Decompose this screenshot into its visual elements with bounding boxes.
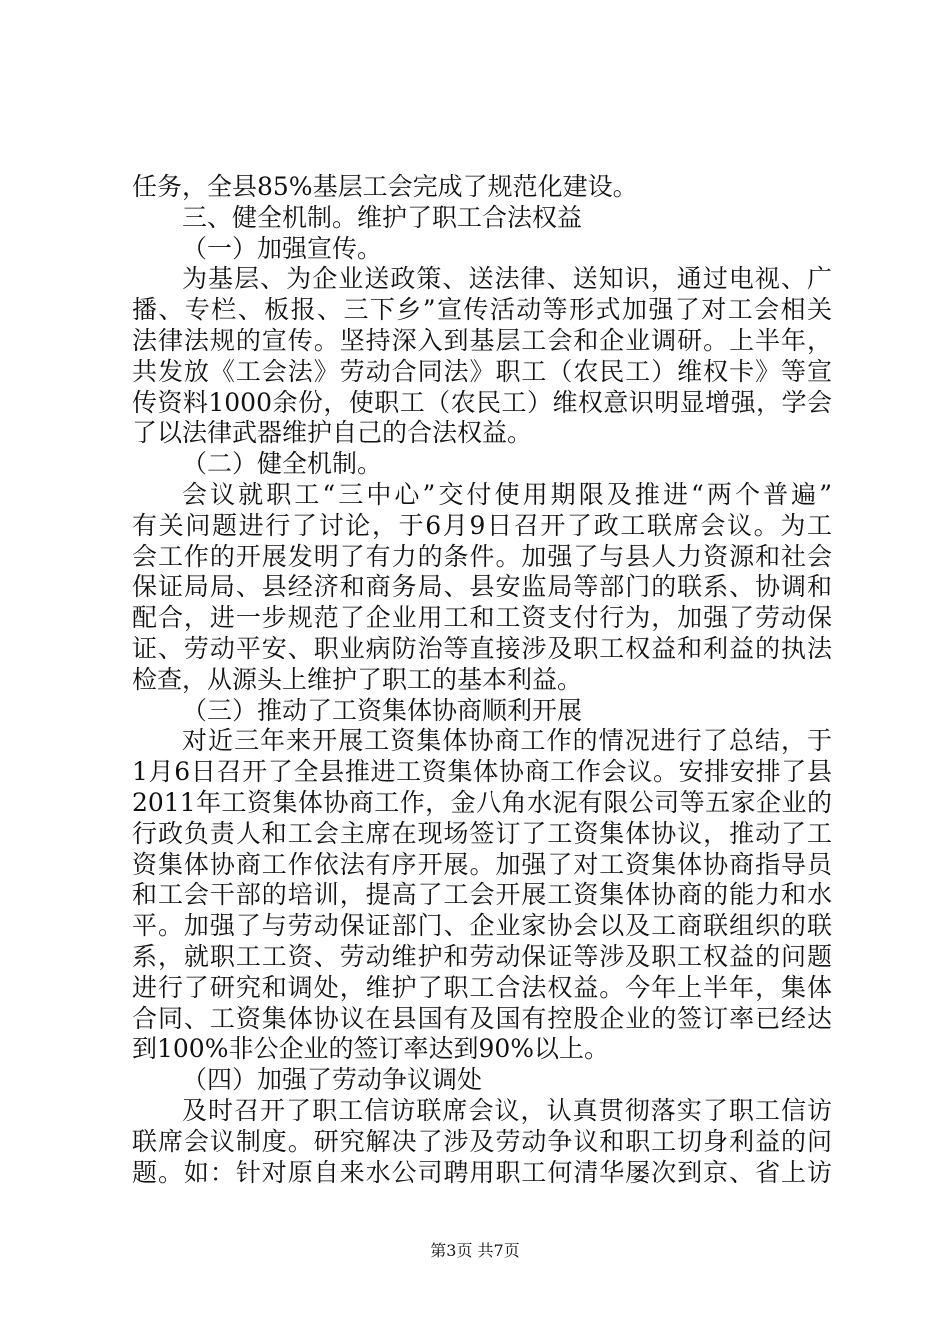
text-line: （一）加强宣传。 (182, 233, 383, 263)
text-line: 任务，全县85%基层工会完成了规范化建设。 (132, 172, 638, 201)
text-line: （四）加强了劳动争议调处 (182, 1065, 483, 1095)
text-line: 会议就职工“三中心”交付使用期限及推进“两个普遍” (182, 479, 832, 509)
page-footer: 第3页 共7页 (430, 1241, 520, 1260)
text-line: 法律法规的宣传。坚持深入到基层工会和企业调研。上半年， (132, 325, 832, 355)
text-line: 到100%非公企业的签订率达到90%以上。 (132, 1034, 610, 1064)
text-line: 平。加强了与劳动保证部门、企业家协会以及工商联组织的联 (132, 911, 832, 941)
text-line: 2011年工资集体协商工作，金八角水泥有限公司等五家企业的 (132, 787, 832, 817)
text-line: 配合，进一步规范了企业用工和工资支付行为，加强了劳动保 (132, 603, 832, 633)
document-body (132, 172, 832, 1188)
text-line: 为基层、为企业送政策、送法律、送知识，通过电视、广 (182, 264, 832, 294)
text-line: 传资料1000余份，使职工（农民工）维权意识明显增强，学会 (132, 387, 832, 417)
text-line: （三）推动了工资集体协商顺利开展 (182, 695, 583, 725)
text-line: 播、专栏、板报、三下乡”宣传活动等形式加强了对工会相关 (132, 295, 832, 325)
text-line: 三、健全机制。维护了职工合法权益 (182, 202, 583, 232)
text-line: 会工作的开展发明了有力的条件。加强了与县人力资源和社会 (132, 541, 832, 571)
text-line: 了以法律武器维护自己的合法权益。 (132, 418, 533, 448)
text-line: 进行了研究和调处，维护了职工合法权益。今年上半年，集体 (132, 972, 832, 1002)
text-line: 保证局局、县经济和商务局、县安监局等部门的联系、协调和 (132, 572, 832, 602)
text-line: 资集体协商工作依法有序开展。加强了对工资集体协商指导员 (132, 849, 832, 879)
text-line: 检查，从源头上维护了职工的基本利益。 (132, 664, 583, 694)
text-line: 合同、工资集体协议在县国有及国有控股企业的签订率已经达 (132, 1003, 832, 1033)
text-line: 共发放《工会法》劳动合同法》职工（农民工）维权卡》等宣 (132, 356, 832, 386)
text-line: 联席会议制度。研究解决了涉及劳动争议和职工切身利益的问 (132, 1126, 832, 1156)
text-line: （二）健全机制。 (182, 449, 383, 479)
text-line: 对近三年来开展工资集体协商工作的情况进行了总结，于 (182, 726, 832, 756)
text-line: 和工会干部的培训，提高了工会开展工资集体协商的能力和水 (132, 880, 832, 910)
text-line: 1月6日召开了全县推进工资集体协商工作会议。安排安排了县 (132, 757, 832, 787)
text-line: 行政负责人和工会主席在现场签订了工资集体协议，推动了工 (132, 818, 832, 848)
text-line: 题。如：针对原自来水公司聘用职工何清华屡次到京、省上访 (132, 1157, 832, 1187)
text-line: 及时召开了职工信访联席会议，认真贯彻落实了职工信访 (182, 1095, 832, 1125)
text-line: 系，就职工工资、劳动维护和劳动保证等涉及职工权益的问题 (132, 941, 832, 971)
text-line: 有关问题进行了讨论，于6月9日召开了政工联席会议。为工 (132, 510, 832, 540)
text-line: 证、劳动平安、职业病防治等直接涉及职工权益和利益的执法 (132, 633, 832, 663)
